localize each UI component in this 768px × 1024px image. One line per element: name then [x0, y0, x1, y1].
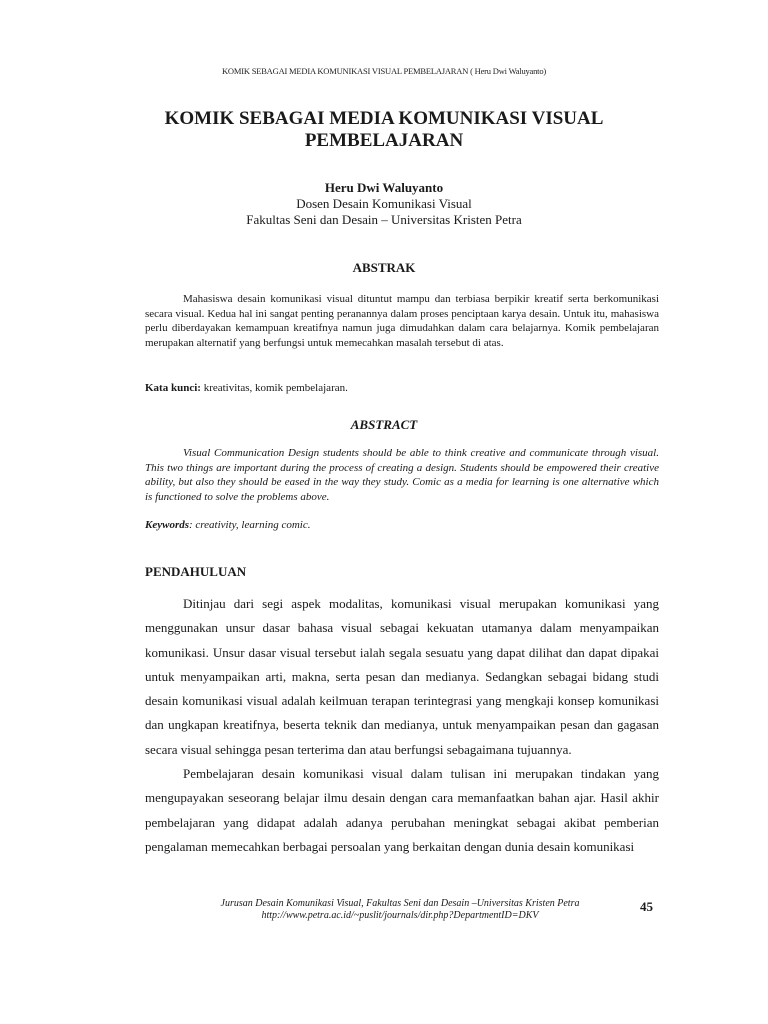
abstract-heading: ABSTRACT: [350, 417, 418, 432]
body-paragraph-2: Pembelajaran desain komunikasi visual dalam tulisan ini merupakan tindakan yang mengupayakan seseorang belajar ilmu desain dengan cara memanfaatkan bahan ajar. Hasil akhir pembelajaran yang didapat adalah adanya perubahan meningkat sebagai akibat pemberian pengalaman memecahkan berbagai persoalan yang berkaitan dengan dunia desain komunikasi: [145, 766, 659, 854]
abstrak-text: Mahasiswa desain komunikasi visual dituntut mampu dan terbiasa berpikir kreatif serta berkomunikasi secara visual. Kedua hal ini sangat penting peranannya dalam proses penciptaan karya desain. Untuk itu, mahasiswa perlu diberdayakan kemampuan kreatifnya namun juga dimudahkan dalam cara belajarnya. Komik pembelajaran merupakan alternatif yang berfungsi untuk memecahkan masalah tersebut di atas.: [145, 293, 659, 349]
page-number: 45: [640, 899, 653, 914]
keywords: [145, 518, 659, 533]
kata-kunci-values: kreativitas, komik pembelajaran.: [200, 382, 348, 394]
paper-title: [120, 108, 648, 152]
abstrak-heading: ABSTRAK: [352, 260, 416, 275]
footer-url: http://www.petra.ac.id/~puslit/journals/dir.php?DepartmentID=DKV: [261, 910, 539, 921]
author-name: Heru Dwi Waluyanto: [324, 180, 444, 195]
author-position: Dosen Desain Komunikasi Visual: [296, 196, 472, 211]
author-affiliation: Fakultas Seni dan Desain – Universitas Kristen Petra: [246, 212, 522, 227]
body-paragraph-1: Ditinjau dari segi aspek modalitas, komunikasi visual merupakan komunikasi yang menggunakan unsur dasar bahasa visual sebagai kekuatan utamanya dalam menyampaikan komunikasi. Unsur dasar visual tersebut ialah segala sesuatu yang dapat dilihat dan dapat dipakai untuk menyampaikan arti, makna, serta pesan dan medianya. Sedangkan sebagai bidang studi desain komunikasi visual adalah keilmuan terapan terintegrasi yang mengkaji konsep komunikasi dan ungkapan kreatifnya, beserta teknik dan medianya, untuk menyampaikan pesan dan gagasan secara visual sehingga pesan terterima dan atau berfungsi sebagaimana tujuannya.: [145, 596, 659, 757]
abstract-text: Visual Communication Design students should be able to think creative and communicate through visual. This two things are important during the process of creating a design. Students should be empowered their creative ability, but also they should be eased in the way they study. Comic as a media for learning is one alternative which is functioned to solve the problems above.: [145, 447, 659, 503]
kata-kunci: [145, 381, 659, 396]
keywords-label: Keywords: [145, 519, 189, 531]
kata-kunci-label: Kata kunci:: [145, 382, 201, 394]
page-footer: [180, 898, 620, 922]
title-line-1: KOMIK SEBAGAI MEDIA KOMUNIKASI VISUAL: [164, 108, 604, 129]
keywords-values: : creativity, learning comic.: [189, 519, 311, 531]
section-heading: PENDAHULUAN: [145, 564, 247, 579]
running-header: KOMIK SEBAGAI MEDIA KOMUNIKASI VISUAL PEMBELAJARAN ( Heru Dwi Waluyanto): [221, 66, 547, 76]
footer-affiliation: Jurusan Desain Komunikasi Visual, Fakultas Seni dan Desain –Universitas Kristen Petra: [220, 898, 580, 909]
author-block: [120, 180, 648, 228]
title-line-2: PEMBELAJARAN: [304, 130, 464, 151]
